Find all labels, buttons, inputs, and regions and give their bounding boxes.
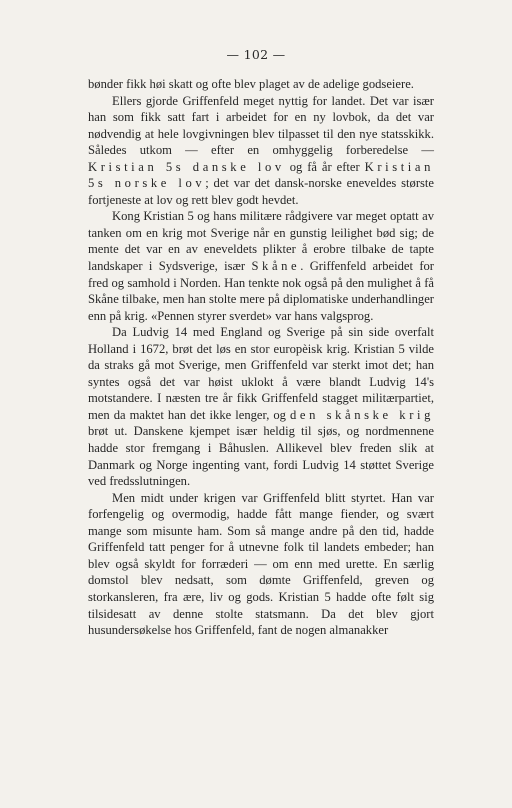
paragraph: [88, 76, 434, 93]
spaced-emphasis-text: Kristian 5s norske lov: [88, 159, 434, 191]
paragraph: [88, 208, 434, 324]
spaced-emphasis-text: Skåne: [251, 259, 301, 274]
text-segment: Kong Kristian 5 og hans militære rådgivere var meget optatt av tanken om en krig mot Sverige når en gunstig leilighet bød sig; de mente det var en av eneveldets plikter å erobre tilbake de tapte landskaper i Sydsverige, især: [88, 209, 434, 274]
text-segment: Ellers gjorde Griffenfeld meget nyttig for landet. Det var især han som fikk satt fart i arbeidet for en ny lovbok, da det var nødvendig at hele lovgivningen blev tilpasset til den nye statsskikk. Således utkom — efter en omhyggelig forberedelse —: [88, 93, 434, 158]
paragraph: [88, 93, 434, 209]
paragraph: [88, 490, 434, 639]
text-segment: Men midt under krigen var Griffenfeld blitt styrtet. Han var forfengelig og overmodig, hadde fått mange fiender, og svært mange som misunte ham. Som så mange andre på den tid, hadde Griffenfeld tatt penger for å utnevne folk til landets embeder; han blev også skyldt for forræderi — om enn med urette. En særlig domstol blev nedsatt, som dømte Griffenfeld, greven og storkansleren, fra ære, liv og gods. Kristian 5 hadde ofte følt sig tilsidesatt av denne stolte statsmann. Da det blev gjort husundersøkelse hos Griffenfeld, fant de nogen almanakker: [88, 490, 434, 638]
body-text: [88, 76, 434, 639]
text-segment: brøt ut. Danskene kjempet især heldig til sjøs, og nordmennene hadde stor fremgang i Båhuslen. Allikevel blev freden slik at Danmark og Norge ingenting vant, fordi Ludvig 14 støttet Sverige ved fredsslutningen.: [88, 424, 434, 489]
spaced-emphasis-text: Kristian 5s danske lov: [88, 159, 285, 174]
text-segment: Da Ludvig 14 med England og Sverige på sin side overfalt Holland i 1672, brøt det løs en stor europèisk krig. Kristian 5 vilde da straks gå mot Sverige, men Griffenfeld var sterkt imot det; han syntes også det var høist uklokt å være blandt Ludvig 14's motstandere. I næsten tre år fikk Griffenfeld stagget militærpartiet, men da maktet han det ikke lenger, og: [88, 325, 434, 422]
spaced-emphasis-text: den skånske krig: [290, 407, 434, 422]
text-segment: . Griffenfeld arbeidet for fred og samhold i Norden. Han tenkte nok også på den mulighet å få Skåne tilbake, men han stolte mere på diplomatiske underhandlinger enn på krig. «Pennen styrer sverdet» var hans valgsprog.: [88, 259, 435, 323]
page-number: — 102 —: [226, 47, 286, 62]
text-segment: ; det var det dansk-norske eneveldes største fortjeneste at lov og rett blev godt hevdet.: [88, 176, 435, 207]
text-segment: og få år efter: [284, 159, 365, 174]
text-segment: bønder fikk høi skatt og ofte blev plaget av de adelige godseiere.: [88, 77, 414, 91]
paragraph: [88, 324, 434, 489]
